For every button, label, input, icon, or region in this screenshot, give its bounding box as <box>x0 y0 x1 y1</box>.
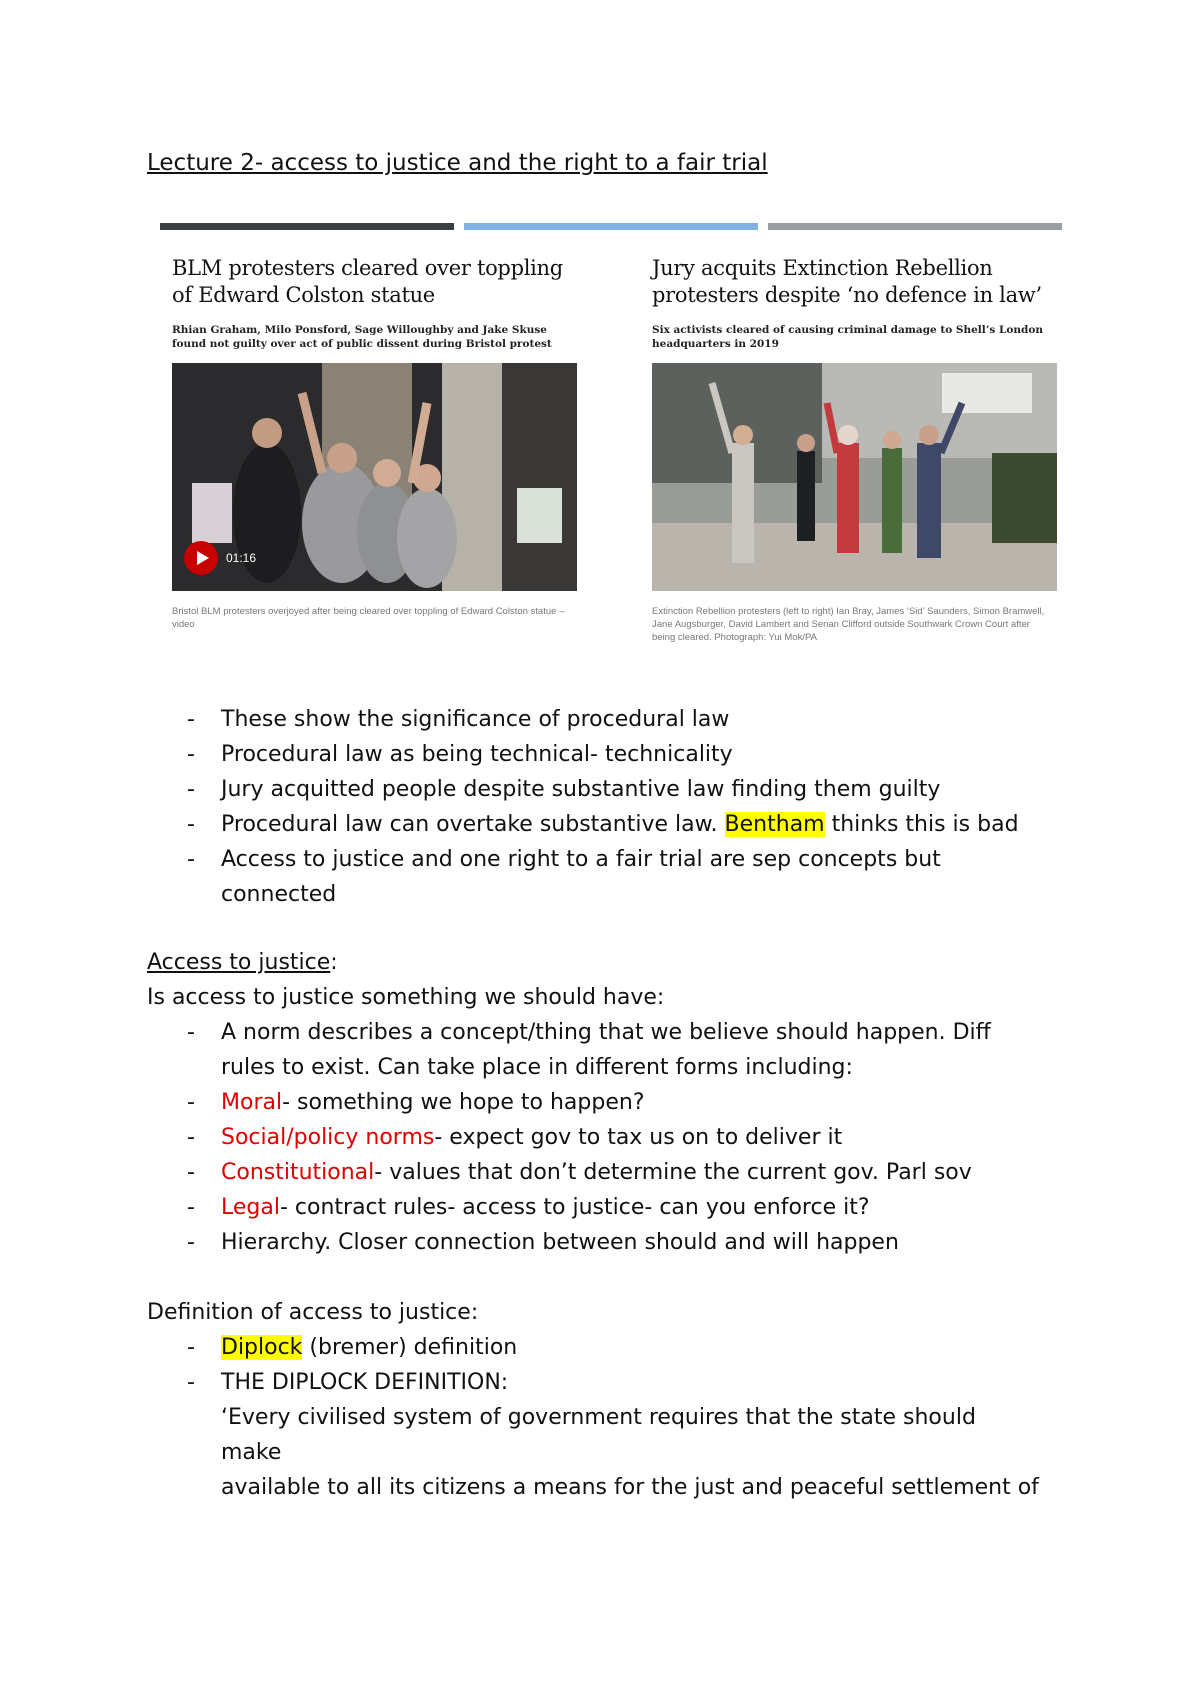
article-caption: Extinction Rebellion protesters (left to right) Ian Bray, James ‘Sid’ Saunders, Simon Bramwell, Jane Augsburger, David Lambert and Senan Clifford outside Southwark Crown Court after being cleared. Photograph: Yui Mok/PA <box>652 606 1045 643</box>
text-run: thinks this is bad <box>824 812 1019 837</box>
heading-colon: : <box>330 950 338 975</box>
text-run: Procedural law can overtake substantive law. <box>221 812 725 837</box>
video-play-control[interactable] <box>184 541 256 575</box>
section-heading-definition: Definition of access to justice: <box>147 1300 479 1325</box>
norm-list <box>147 1015 991 1260</box>
list-item <box>147 1015 991 1085</box>
text-run: (bremer) definition <box>302 1335 518 1360</box>
norm-desc: - something we hope to happen? <box>282 1090 645 1115</box>
article-photo <box>172 363 577 591</box>
article-standfirst: Rhian Graham, Milo Ponsford, Sage Willoughby and Jake Skuse found not guilty over act of public dissent during Bristol protest <box>172 324 552 350</box>
news-screenshot <box>152 215 1062 705</box>
section-heading-access <box>147 945 338 980</box>
list-item <box>147 1365 1039 1505</box>
list-item <box>147 1155 991 1190</box>
norm-term: Social/policy norms <box>221 1125 435 1150</box>
norm-desc: - contract rules- access to justice- can you enforce it? <box>279 1195 870 1220</box>
article-extinction-rebellion <box>652 255 1062 644</box>
norm-term: Moral <box>221 1090 283 1115</box>
text-line: available to all its citizens a means for the just and peaceful settlement of <box>221 1475 1039 1500</box>
text-line: - A norm describes a concept/thing that we believe should happen. Diff <box>221 1020 991 1045</box>
list-item <box>147 807 1019 842</box>
header-bar-blue <box>464 223 758 230</box>
list-item: - Jury acquitted people despite substantive law finding them guilty <box>147 772 1019 807</box>
norm-desc: - expect gov to tax us on to deliver it <box>434 1125 843 1150</box>
list-item <box>147 1120 991 1155</box>
lecture-title: Lecture 2- access to justice and the right to a fair trial <box>147 150 768 176</box>
list-item <box>147 1085 991 1120</box>
norm-term: Constitutional <box>221 1160 375 1185</box>
list-item: - Procedural law as being technical- technicality <box>147 737 1019 772</box>
access-question: Is access to justice something we should have: <box>147 985 665 1010</box>
list-item: - Hierarchy. Closer connection between should and will happen <box>147 1225 991 1260</box>
text-line: make <box>221 1440 282 1465</box>
article-blm <box>172 255 582 631</box>
highlight-diplock: Diplock <box>221 1335 303 1360</box>
header-bar-grey <box>768 223 1062 230</box>
text-line: - Access to justice and one right to a fair trial are sep concepts but <box>221 847 941 872</box>
article-photo <box>652 363 1057 591</box>
header-bar-dark <box>160 223 454 230</box>
text-line: ‘Every civilised system of government requires that the state should <box>221 1405 976 1430</box>
norm-term: Legal <box>221 1195 280 1220</box>
article-headline: Jury acquits Extinction Rebellion protesters despite ‘no defence in law’ <box>652 256 1042 307</box>
article-caption: Bristol BLM protesters overjoyed after being cleared over toppling of Edward Colston statue – video <box>172 606 565 630</box>
play-icon[interactable] <box>184 541 218 575</box>
heading-text: Access to justice <box>147 950 331 975</box>
list-item <box>147 842 1019 912</box>
norm-desc: - values that don’t determine the current gov. Parl sov <box>374 1160 972 1185</box>
list-item: - These show the significance of procedural law <box>147 702 1019 737</box>
article-headline: BLM protesters cleared over toppling of Edward Colston statue <box>172 256 563 307</box>
highlight-bentham: Bentham <box>724 812 825 837</box>
text-line: - THE DIPLOCK DEFINITION: <box>221 1370 509 1395</box>
definition-list <box>147 1330 1039 1505</box>
significance-list <box>147 702 1019 912</box>
list-item <box>147 1330 1039 1365</box>
article-standfirst: Six activists cleared of causing criminal damage to Shell’s London headquarters in 2019 <box>652 324 1043 350</box>
text-line: connected <box>221 882 337 907</box>
text-line: rules to exist. Can take place in different forms including: <box>221 1055 853 1080</box>
video-duration: 01:16 <box>226 551 257 565</box>
list-item <box>147 1190 991 1225</box>
